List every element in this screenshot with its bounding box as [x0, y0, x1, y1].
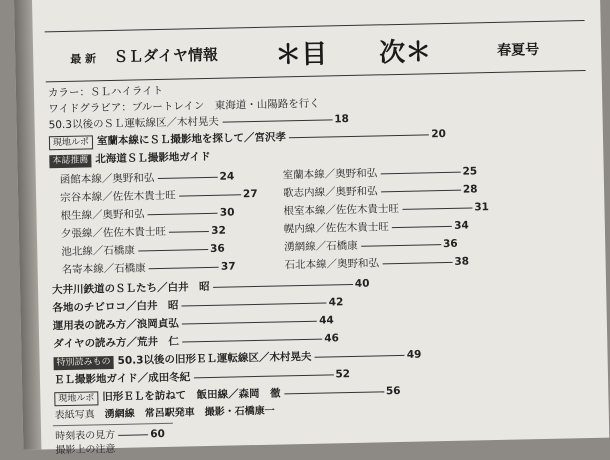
cover-photo-credit: 表紙写真 湧網線 常呂駅発車 撮影・石橋康一 [54, 405, 275, 422]
guide-item: 石北本線／奥野和弘 38 [284, 255, 470, 272]
toc-header [45, 26, 586, 77]
page-number: 18 [334, 113, 350, 126]
honshi-suisen-tag: 本誌推薦 [49, 154, 91, 168]
toc-entry: 各地のチビロコ／白井 昭 42 [52, 296, 344, 315]
guide-item: 池北線／石橋康 36 [61, 242, 225, 259]
guide-item: 歌志内線／奥野和弘 28 [282, 183, 478, 200]
page-title: ＊目 次＊ [274, 37, 432, 71]
guide-item: 根室本線／佐佐木貴士旺 31 [283, 201, 490, 218]
toc-entry: 特別読みもの 50.3以後の旧形ＥＬ運転線区／木村晃夫 49 [53, 347, 421, 371]
toc-entry: 運用表の読み方／浪岡貞弘 44 [52, 314, 334, 333]
genchi-repo-tag: 現地ルポ [54, 391, 98, 406]
guide-item: 函館本線／奥野和弘 24 [59, 170, 235, 187]
guide-item: 湧網線／石橋康 36 [284, 237, 458, 254]
toc-entry: ダイヤの読み方／荒井 仁 46 [53, 332, 340, 351]
entry-text: 50.3以後のＳＬ運転線区／木村晃夫 [48, 115, 220, 132]
wide-text: ブルートレイン 東海道・山陽路を行く [131, 97, 320, 114]
leader-line [289, 134, 429, 138]
issue-label: 春夏号 [497, 42, 540, 59]
toc-entry-color: カラー：ＳＬハイライト [47, 84, 164, 100]
toc-entry: 撮影上の注意 [55, 443, 116, 457]
leader-line [222, 119, 332, 122]
toc-entry: 大井川鉄道のＳＬたち／白井 昭 40 [51, 277, 370, 297]
entry-text: 室蘭本線にＳＬ撮影地を探して／宮沢孝 [96, 131, 287, 148]
page-binding-shadow [14, 0, 41, 450]
guide-item: 室蘭本線／奥野和弘 25 [282, 165, 478, 182]
cover-label: 表紙写真 [54, 409, 95, 422]
saishin-label: 最 新 [70, 52, 97, 66]
magazine-title: ＳＬダイヤ情報 [113, 45, 219, 66]
guide-item: 宗谷本線／佐佐木貴士旺 27 [60, 187, 258, 205]
toc-entry: 現地ルポ 旧形ＥＬを訪ねて 飯田線／森岡 徹 56 [54, 383, 400, 406]
toc-page [14, 0, 609, 457]
entry-text: 北海道ＳＬ撮影地ガイド [95, 150, 211, 166]
tokubetsu-tag: 特別読みもの [53, 356, 113, 370]
guide-item: 夕張線／佐佐木貴士旺 32 [60, 224, 226, 241]
toc-entry: ＥＬ撮影地ガイド／成田冬紀 52 [53, 368, 351, 387]
guide-item: 根生線／奥野和弘 30 [60, 206, 235, 223]
wide-label: ワイドグラビア： [48, 101, 132, 116]
page-number: 20 [431, 127, 447, 141]
guide-item: 幌内線／佐佐木貴士旺 34 [283, 219, 469, 236]
genchi-repo-tag: 現地ルポ [49, 135, 93, 150]
guide-item: 名寄本線／石橋康 37 [61, 260, 236, 277]
toc-entry: 時刻表の見方 60 [55, 427, 166, 443]
toc-entry-hokkaido-guide [49, 149, 211, 168]
